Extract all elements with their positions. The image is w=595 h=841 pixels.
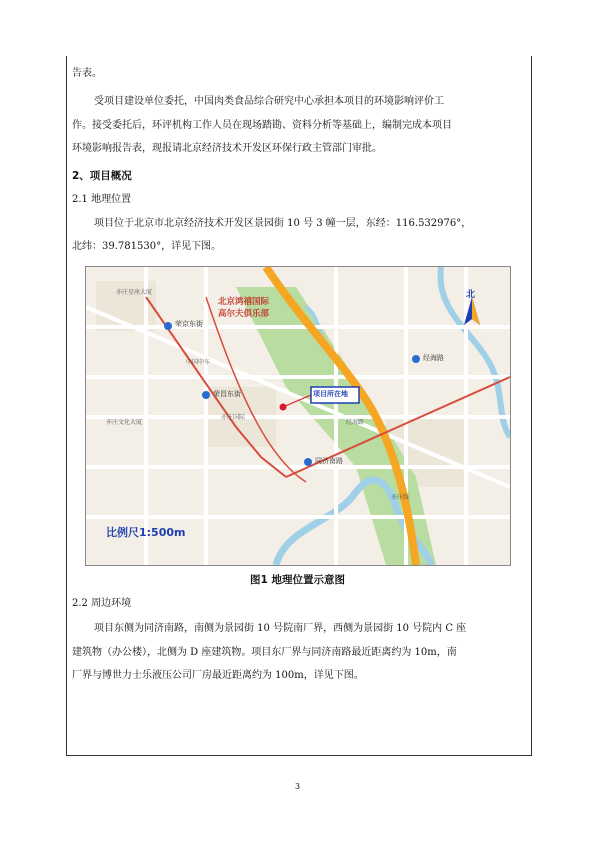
subsection-2-2-title: 2.2 周边环境 bbox=[72, 598, 132, 609]
page-number: 3 bbox=[294, 782, 301, 791]
station-marker bbox=[202, 391, 210, 399]
place-label-3: 亦庄文化大厦 bbox=[106, 419, 143, 426]
station-label-3: 同济南路 bbox=[315, 457, 343, 465]
paragraph-2-line-1: 项目位于北京市北京经济技术开发区景园街 10 号 3 幢一层，东经：116.532976°， bbox=[94, 218, 472, 229]
north-label: 北 bbox=[466, 290, 476, 300]
station-marker bbox=[412, 355, 420, 363]
place-label-4: 亦庄国际 bbox=[221, 414, 246, 421]
place-label-2: 中国中车 bbox=[186, 359, 211, 366]
station-label-1: 荣京东街 bbox=[175, 320, 203, 328]
station-marker bbox=[164, 322, 172, 330]
station-label-2: 荣昌东街 bbox=[213, 390, 241, 398]
paragraph-1-line-3: 环境影响报告表，现报请北京经济技术开发区环保行政主管部门审批。 bbox=[72, 143, 382, 154]
paragraph-3-line-2: 建筑物（办公楼），北侧为 D 座建筑物。项目东厂界与同济南路最近距离约为 10m，南 bbox=[72, 647, 457, 658]
section-2-title: 2、项目概况 bbox=[72, 170, 132, 182]
project-location-label: 项目所在地 bbox=[313, 390, 348, 398]
figure-caption: 图1 地理位置示意图 bbox=[250, 574, 345, 586]
place-label-1: 亦庄星座大厦 bbox=[116, 289, 153, 296]
station-label-4: 经海路 bbox=[423, 354, 444, 362]
paragraph-2-line-2: 北纬：39.781530°，详见下图。 bbox=[72, 241, 222, 252]
text-line-continuation: 告表。 bbox=[72, 68, 102, 79]
subsection-2-1-title: 2.1 地理位置 bbox=[72, 194, 132, 205]
location-map bbox=[85, 266, 511, 566]
station-marker bbox=[304, 458, 312, 466]
place-label-5: 亦庄线 bbox=[391, 494, 410, 501]
paragraph-1-line-2: 作。接受委托后，环评机构工作人员在现场踏勘、资料分析等基础上，编制完成本项目 bbox=[72, 120, 452, 131]
golf-club-label: 北京鸿禧国际 高尔夫俱乐部 bbox=[218, 297, 270, 319]
paragraph-1-line-1: 受项目建设单位委托，中国肉类食品综合研究中心承担本项目的环境影响评价工 bbox=[94, 96, 444, 107]
place-label-6: 经海路 bbox=[346, 419, 365, 426]
map-scale-label: 比例尺1:500m bbox=[106, 526, 186, 539]
paragraph-3-line-1: 项目东侧为同济南路，南侧为景园街 10 号院南厂界，西侧为景园街 10 号院内 C 座 bbox=[94, 623, 467, 634]
paragraph-3-line-3: 厂界与博世力士乐液压公司厂房最近距离约为 100m，详见下图。 bbox=[72, 670, 364, 681]
